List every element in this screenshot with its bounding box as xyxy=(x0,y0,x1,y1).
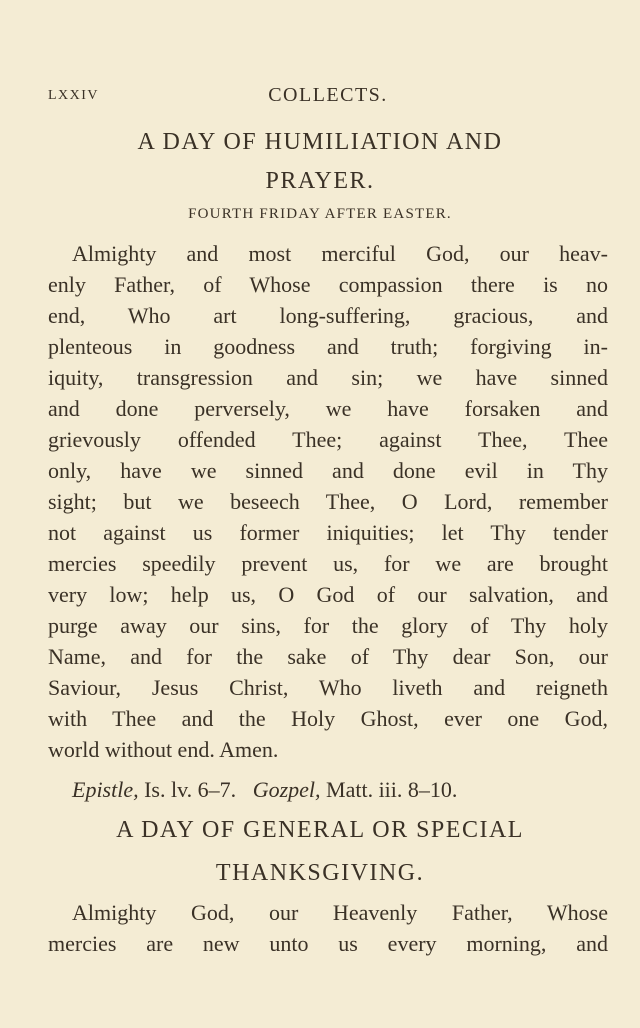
lessons-line xyxy=(72,774,582,805)
gospel-label: Gozpel, xyxy=(252,777,321,802)
epistle-reference: Is. lv. 6–7. xyxy=(144,777,237,802)
text-line: not against us former iniquities; let Thy tender xyxy=(48,520,608,545)
text-line: enly Father, of Whose compassion there is no xyxy=(48,272,608,297)
text-line: with Thee and the Holy Ghost, ever one God, xyxy=(48,706,608,731)
text-line: sight; but we beseech Thee, O Lord, remember xyxy=(48,489,608,514)
section-title-thanksgiving-line1: A DAY OF GENERAL OR SPECIAL xyxy=(116,817,524,843)
running-head xyxy=(48,84,608,110)
text-line: Name, and for the sake of Thy dear Son, our xyxy=(48,644,608,669)
text-line: grievously offended Thee; against Thee, Thee xyxy=(48,427,608,452)
section-title-thanksgiving-line2: THANKSGIVING. xyxy=(215,860,425,886)
text-line: plenteous in goodness and truth; forgiving in- xyxy=(48,334,608,359)
collect-thanksgiving-text xyxy=(48,897,608,959)
text-line: Saviour, Jesus Christ, Who liveth and reigneth xyxy=(48,675,608,700)
text-line: Almighty and most merciful God, our heav- xyxy=(72,241,608,266)
gospel-reference: Matt. iii. 8–10. xyxy=(326,777,458,802)
page-number: LXXIV xyxy=(48,88,100,103)
section-subtitle: FOURTH FRIDAY AFTER EASTER. xyxy=(188,206,452,222)
text-line: and done perversely, we have forsaken and xyxy=(48,396,608,421)
text-line: Almighty God, our Heavenly Father, Whose xyxy=(72,900,608,925)
text-line: very low; help us, O God of our salvation, and xyxy=(48,582,608,607)
text-line: purge away our sins, for the glory of Thy holy xyxy=(48,613,608,638)
collect-humiliation-text xyxy=(48,238,608,765)
text-line: world without end. Amen. xyxy=(48,737,279,762)
section-title-humiliation-line2: PRAYER. xyxy=(265,168,375,194)
text-line: only, have we sinned and done evil in Thy xyxy=(48,458,608,483)
text-line: mercies are new unto us every morning, and xyxy=(48,931,608,956)
epistle-label: Epistle, xyxy=(72,777,139,802)
text-line: iquity, transgression and sin; we have sinned xyxy=(48,365,608,390)
running-title: COLLECTS. xyxy=(268,84,388,106)
text-line: end, Who art long-suffering, gracious, and xyxy=(48,303,608,328)
section-title-humiliation-line1: A DAY OF HUMILIATION AND xyxy=(137,129,503,155)
text-line: mercies speedily prevent us, for we are brought xyxy=(48,551,608,576)
